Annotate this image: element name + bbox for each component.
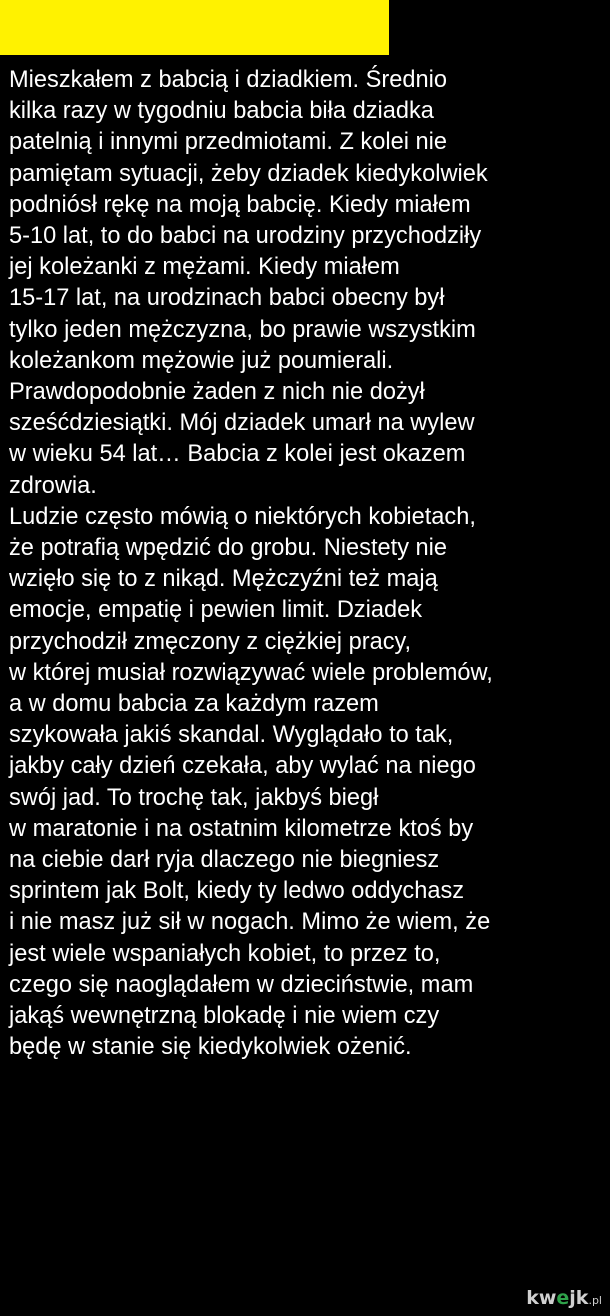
story-line: pamiętam sytuacji, żeby dziadek kiedykolwiek — [9, 160, 488, 187]
story-line: sprintem jak Bolt, kiedy ty ledwo oddychasz — [9, 878, 465, 905]
story-line: jakby cały dzień czekała, aby wylać na niego — [9, 753, 476, 780]
story-line: patelnią i innymi przedmiotami. Z kolei nie — [9, 129, 447, 156]
story-line: podniósł rękę na moją babcię. Kiedy miałem — [9, 191, 471, 218]
story-line: emocje, empatię i pewien limit. Dziadek — [9, 597, 423, 624]
story-line: a w domu babcia za każdym razem — [9, 691, 379, 718]
story-line: i nie masz już sił w nogach. Mimo że wiem, że — [9, 909, 491, 936]
watermark-part-kw: kw — [526, 1287, 557, 1309]
story-line: w maratonie i na ostatnim kilometrze ktoś by — [9, 815, 474, 842]
story-line: sześćdziesiątki. Mój dziadek umarł na wylew — [9, 410, 475, 437]
watermark-domain: .pl — [588, 1294, 602, 1307]
story-line: swój jad. To trochę tak, jakbyś biegł — [9, 784, 379, 811]
story-line: jej koleżanki z mężami. Kiedy miałem — [9, 254, 400, 281]
story-line: 15-17 lat, na urodzinach babci obecny był — [9, 285, 445, 312]
story-text — [9, 65, 609, 1064]
story-line: w której musiał rozwiązywać wiele problemów, — [9, 659, 493, 686]
top-banner — [0, 0, 389, 55]
watermark-part-jk: jk — [569, 1287, 589, 1309]
story-line: czego się naoglądałem w dzieciństwie, mam — [9, 971, 474, 998]
story-line: zdrowia. — [9, 472, 97, 499]
story-line: szykowała jakiś skandal. Wyglądało to tak, — [9, 722, 454, 749]
story-line: 5-10 lat, to do babci na urodziny przychodziły — [9, 223, 482, 250]
story-line: koleżankom mężowie już poumierali. — [9, 347, 394, 374]
watermark-part-e: e — [556, 1287, 570, 1309]
story-line: Mieszkałem z babcią i dziadkiem. Średnio — [9, 67, 447, 93]
story-line: Ludzie często mówią o niektórych kobietach, — [9, 503, 476, 530]
story-line: jakąś wewnętrzną blokadę i nie wiem czy — [9, 1003, 440, 1030]
story-line: że potrafią wpędzić do grobu. Niestety nie — [9, 535, 448, 562]
kwejk-watermark — [526, 1287, 602, 1312]
story-line: tylko jeden mężczyzna, bo prawie wszystkim — [9, 316, 476, 343]
story-line: wzięło się to z nikąd. Mężczyźni też mają — [9, 566, 438, 593]
story-line: na ciebie darł ryja dlaczego nie biegniesz — [9, 847, 440, 874]
story-line: Prawdopodobnie żaden z nich nie dożył — [9, 379, 425, 406]
story-line: przychodził zmęczony z ciężkiej pracy, — [9, 628, 412, 655]
story-line: kilka razy w tygodniu babcia biła dziadka — [9, 98, 434, 125]
story-line: w wieku 54 lat… Babcia z kolei jest okazem — [9, 441, 466, 468]
story-line: będę w stanie się kiedykolwiek ożenić. — [9, 1034, 412, 1061]
story-line: jest wiele wspaniałych kobiet, to przez to, — [9, 940, 441, 967]
